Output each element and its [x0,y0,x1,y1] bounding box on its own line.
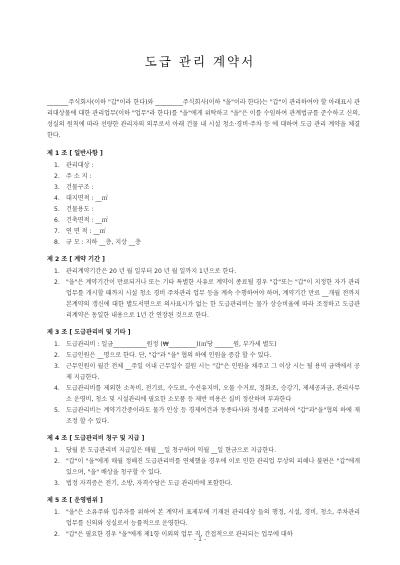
article-clause [47,204,360,215]
clause-number: 2. [54,173,60,180]
clause-text: 건물용도 : [66,206,94,213]
article-clause [47,171,360,182]
article-clause [47,193,360,204]
article-clause [47,456,360,478]
clause-number: 2. [54,531,60,538]
article-clause [47,405,360,427]
clause-text: "을"은 소유주와 입주자를 위하여 본 계약서 표제부에 기재된 관리대상 들의 행정, 시설, 경비, 청소, 주차관리 업무를 신의와 성실로서 능률적으로 운영한다. [66,509,360,527]
article-clause [47,182,360,193]
clause-number: 3. [54,363,60,370]
clause-number: 1. [54,447,60,454]
article-heading: 제 5 조 [ 운영범위 ] [47,497,103,504]
article-clause [47,277,360,321]
clause-number: 5. [54,206,60,213]
clause-text: 건물구조 : [66,184,94,191]
article-clause [47,350,360,361]
clause-text: 근무인원이 월간 전체 __주일 이내 근무일수 결원 시는 "갑"은 인원을 채주고 그 이상 시는 될 용역 금액에서 공제 지급한다. [66,363,360,381]
article-clause [47,383,360,405]
article-heading: 제 3 조 [ 도급관리비 및 기타 ] [47,329,131,336]
clause-text: 법정 자격증은 전기, 소방, 자격수당은 도급 관리비에 포함한다. [66,480,233,487]
clause-number: 1. [54,509,60,516]
article-clause [47,266,360,277]
article-clause [47,445,360,456]
clause-text: 대지면적 : __㎡ [66,195,108,202]
clause-number: 4. [54,195,60,202]
clause-text: 주 소 지 : [66,173,92,180]
clause-number: 1. [54,268,60,275]
clause-text: 건축면적 : __㎡ [66,217,108,224]
article-clause [47,226,360,237]
article-clause [47,237,360,248]
clause-text: 당월 분 도급관리비 지급일은 매월 __일 청구하며 익월 __일 현금으로 지급한다. [66,447,277,454]
article-clause [47,215,360,226]
article-heading: 제 2 조 [ 계약 기간 ] [47,256,105,263]
clause-text: "갑"이 "을"에게 매월 정해진 도급관리비를 연체했을 경우에 이로 인한 관리업 무상의 피해나 불편은 "갑"에게 있으며, "을" 배상을 청구할 수 있다. [66,458,360,476]
clause-text: 관리계약기간은 20 년 월 일부터 20 년 월 일까지 1년으로 한다. [66,268,237,275]
clause-text: 관리대상 : [66,162,94,169]
clause-number: 2. [54,279,60,286]
clause-text: "을"은 계약기간이 만료되거나 또는 기타 특별한 사유로 계약이 종료될 경우 "갑"또는 "갑"이 지정한 자가 관리 업무를 개시할 때까지 시설 청소 경비 주차관리 업무 등을 계속 수행하여야 하며, 계약기간 만료 __개월 전까지 본계약의 갱신에 대한 별도서면으로 의사표시가 없는 한 도급관리비는 물가 상승비율에 따라 조정하고 도급관리계약은 동일한 내용으로 1년 간 연장된 것으로 한다. [66,279,360,319]
document-title: 도급 관리 계약서 [144,54,256,69]
clause-number: 1. [54,341,60,348]
clause-text: 도급관리비를 제외한 소독비, 전기료, 수도료, 수선유지비, 오물 수거료, 정화조, 승강기, 제세공과금, 관리사무소 운영비, 청소 및 시설관리에 필요한 소모품 등 제반 비용은 실비 정산하며 부과한다 [66,385,360,403]
clause-number: 2. [54,458,60,465]
clause-text: "갑"은 필요한 경우 "을"에게 제1항 이외의 업무 직, 간접적으로 관리되는 업무에 대하 [66,531,293,538]
intro-paragraph: _______주식회사(이하 "갑"이라 한다)와 _________주식회사(이하 "을"이라 한다)는 "갑"이 관리하여야 할 아래표시 관리대상물에 대한 관리업무(이하 "업무"라 한다)를 "을"에게 위탁하고 "을"은 이를 수임하여 관계법규를 준수하고 신의, 성실의 원칙에 따라 선량한 관리자의 의무로서 아래 건물 내 시설 청소·경비·주차 등 에 대하여 도급 관리 계약을 체결한다. [47,99,360,139]
clause-number: 6. [54,217,60,224]
clause-text: 도급관리비는 계약기간중이라도 물가 인상 등 경제여건과 동종타사와 정세를 고려하여 "갑"과"을"협의 하에 재조정 할 수 있다. [66,407,360,425]
clause-text: 규 모 : 지하 __층, 지상 __층 [66,239,141,246]
clause-number: 2. [54,352,60,359]
article-heading: 제 4 조 [ 도급관리비 청구 및 지급 ] [47,435,145,442]
clause-number: 8. [54,239,60,246]
article-clause [47,507,360,529]
clause-text: 연 면 적 : __㎡ [66,228,106,235]
page-number: - 1 - [194,536,206,543]
clause-number: 3. [54,480,60,487]
article-clause [47,160,360,171]
article-heading: 제 1 조 [ 일반사항 ] [47,150,103,157]
articles-list [47,148,360,540]
clause-number: 1. [54,162,60,169]
article-clause [47,339,360,350]
clause-number: 7. [54,228,60,235]
document-body [47,97,360,540]
clause-text: 도급인원은 __명으로 한다. 단, "갑"과 "을" 협의 하에 인원을 증감 할 수 있다. [66,352,272,359]
clause-text: 도급관리비 : 일금___________원정 (₩_________)(㎡당 ______원, 부가세 별도) [66,341,277,348]
article-clause [47,361,360,383]
clause-number: 4. [54,385,60,392]
clause-number: 5. [54,407,60,414]
article-clause [47,478,360,489]
clause-number: 3. [54,184,60,191]
